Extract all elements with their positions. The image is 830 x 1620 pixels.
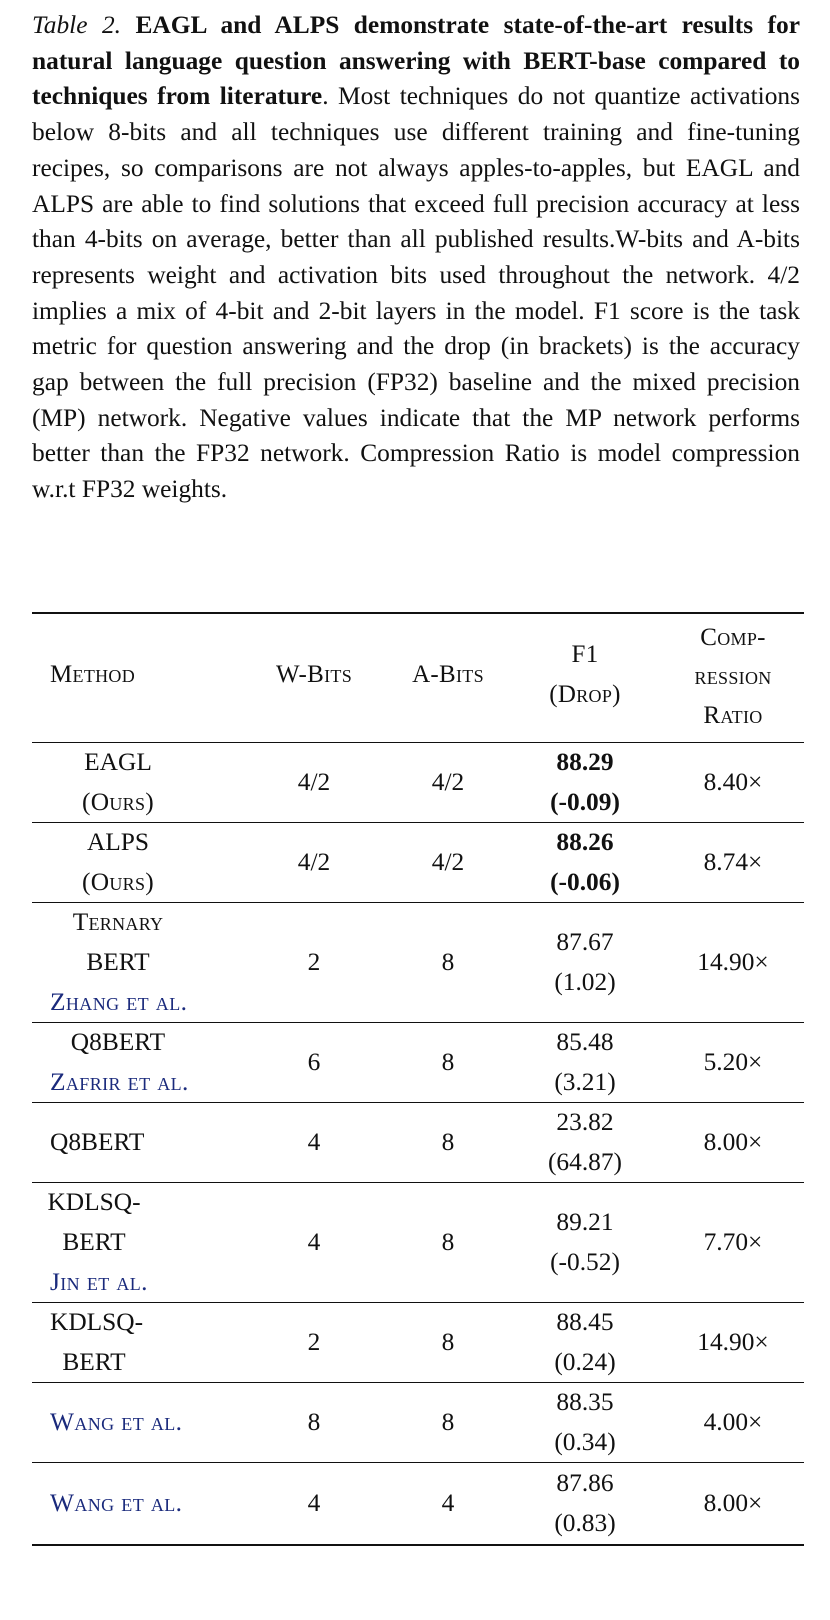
table-row-method — [32, 1382, 247, 1462]
table-row-abits: 8 — [441, 948, 455, 976]
table-row-abits: 8 — [441, 1228, 455, 1256]
table-row-f1: 88.45 (0.24) — [554, 1308, 616, 1376]
caption-body: . Most techniques do not quantize activations below 8-bits and all techniques use different training and fine-tuning recipes, so comparisons are not always apples-to-apples, but EAGL and ALPS are able to find solutions that exceed full precision accuracy at less than 4-bits on average, better than all published results.W-bits and A-bits represents weight and activation bits used throughout the network. 4/2 implies a mix of 4-bit and 2-bit layers in the model. F1 score is the task metric for question answering and the drop (in brackets) is the accuracy gap between the full precision (FP32) baseline and the mixed precision (MP) network. Negative values indicate that the MP network performs better than the FP32 network. Compression Ratio is model compression w.r.t FP32 weights. — [32, 82, 800, 504]
table-row-method: KDLSQ- BERT — [50, 1308, 144, 1376]
table-row-f1: 88.26 (-0.06) — [550, 828, 620, 896]
table-row-wbits: 6 — [307, 1048, 321, 1076]
header-f1: F1 (Drop) — [549, 641, 621, 708]
table-row-abits: 8 — [441, 1408, 455, 1436]
table-row-ratio: 14.90× — [697, 948, 769, 976]
table-row-wbits: 4/2 — [297, 848, 331, 876]
citation-link[interactable]: Wang et al. — [50, 1408, 183, 1436]
header-wbits: W-Bits — [275, 661, 353, 688]
table-row-abits: 4/2 — [431, 768, 465, 796]
table-row-wbits: 4 — [307, 1128, 321, 1156]
header-method: Method — [50, 661, 136, 688]
table-row-method: ALPS (Ours) — [81, 828, 155, 896]
citation-link[interactable]: Jin et al. — [50, 1268, 148, 1296]
table-row-abits: 8 — [441, 1328, 455, 1356]
table-row-f1: 89.21 (-0.52) — [550, 1208, 620, 1276]
table-row-ratio: 4.00× — [703, 1408, 763, 1436]
caption-bold-summary: EAGL and ALPS demonstrate state-of-the-art results for natural language question answering with BERT-base compared to techniques from literature — [32, 11, 800, 111]
table-row-wbits: 8 — [307, 1408, 321, 1436]
table-row-method: Ternary BERT Zhang et al. — [32, 902, 247, 1022]
citation-link[interactable]: Zhang et al. — [50, 988, 188, 1016]
header-abits: A-Bits — [412, 661, 484, 688]
table-row-wbits: 2 — [307, 1328, 321, 1356]
table-row-wbits: 2 — [307, 948, 321, 976]
table-row-abits: 8 — [441, 1048, 455, 1076]
table-row-ratio: 8.74× — [703, 848, 763, 876]
table-row-method — [32, 1462, 247, 1544]
table-row-abits: 4 — [441, 1489, 455, 1517]
table-row-f1: 87.67 (1.02) — [554, 928, 616, 996]
caption-label: Table 2. — [32, 11, 121, 39]
table-row-ratio: 7.70× — [703, 1228, 763, 1256]
table-row-abits: 8 — [441, 1128, 455, 1156]
citation-link[interactable]: Zafrir et al. — [50, 1068, 189, 1096]
table-row-ratio: 8.00× — [703, 1128, 763, 1156]
table-row-f1: 88.35 (0.34) — [554, 1388, 616, 1456]
table-row-ratio: 5.20× — [703, 1048, 763, 1076]
table-row-method: Q8BERT — [50, 1128, 145, 1156]
table-row-f1: 85.48 (3.21) — [554, 1028, 616, 1096]
header-compression-ratio: Comp- ression Ratio — [694, 623, 772, 729]
table-row-ratio: 8.40× — [703, 768, 763, 796]
table-row-ratio: 14.90× — [697, 1328, 769, 1356]
table-row-wbits: 4 — [307, 1489, 321, 1517]
table-row-method: Q8BERT Zafrir et al. — [32, 1022, 247, 1102]
table-row-f1: 88.29 (-0.09) — [550, 748, 620, 816]
table-row-abits: 4/2 — [431, 848, 465, 876]
table-row-method: EAGL (Ours) — [81, 748, 155, 816]
table-row-f1: 87.86 (0.83) — [554, 1469, 616, 1537]
table-row-ratio: 8.00× — [703, 1489, 763, 1517]
table-row-wbits: 4 — [307, 1228, 321, 1256]
table-caption — [32, 8, 800, 508]
table-row-wbits: 4/2 — [297, 768, 331, 796]
bottom-rule — [32, 1544, 804, 1546]
table-row-method: KDLSQ- BERT Jin et al. — [32, 1182, 247, 1302]
table-row-f1: 23.82 (64.87) — [547, 1108, 623, 1176]
citation-link[interactable]: Wang et al. — [50, 1489, 183, 1517]
